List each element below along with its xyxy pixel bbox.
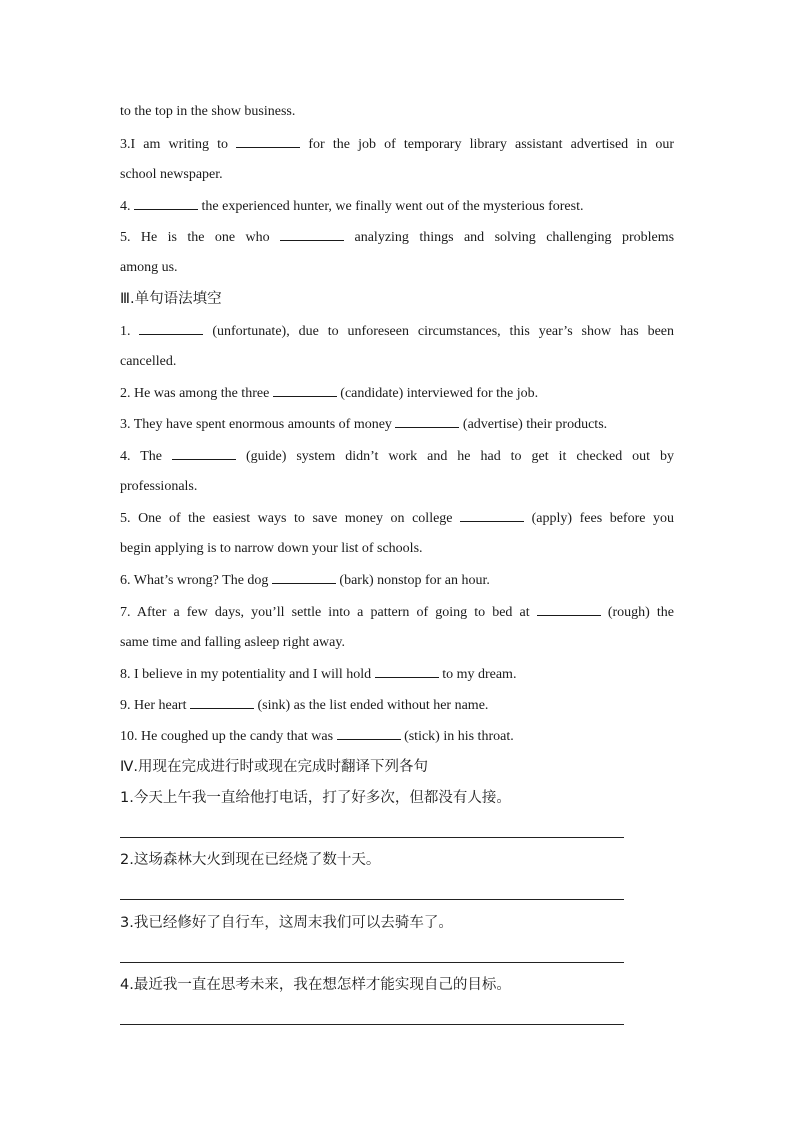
question-iii-5-cont (120, 539, 674, 559)
sentence-text: I believe in my potentiality and I will hold (134, 667, 372, 682)
question-ii-5 (120, 227, 674, 247)
question-number: 7. (120, 605, 131, 620)
question-ii-3 (120, 134, 674, 154)
answer-blank[interactable] (460, 508, 524, 522)
question-iii-4 (120, 446, 674, 466)
sentence-text: Her heart (134, 698, 187, 713)
sentence-text: school newspaper. (120, 167, 223, 182)
answer-blank[interactable] (395, 414, 459, 428)
question-iii-7-cont (120, 633, 674, 653)
sentence-text: (stick) in his throat. (404, 729, 514, 744)
sentence-text: for the job of temporary library assistant advertised in our (308, 137, 675, 152)
question-iii-5 (120, 508, 674, 528)
translation-prompt-3: 3.我已经修好了自行车，这周末我们可以去骑车了。 (120, 915, 453, 931)
section-iii-heading: Ⅲ.单句语法填空 (120, 291, 222, 307)
question-iii-2 (120, 383, 674, 403)
sentence-text: the experienced hunter, we finally went out of the mysterious forest. (201, 199, 584, 214)
sentence-continuation (120, 102, 674, 122)
translation-answer-line-2[interactable] (120, 899, 624, 900)
question-iii-7 (120, 602, 674, 622)
sentence-text: (rough) the (607, 605, 675, 620)
question-number: 8. (120, 667, 131, 682)
section-iv-heading: Ⅳ.用现在完成进行时或现在完成时翻译下列各句 (120, 759, 428, 775)
sentence-text: What’s wrong? The dog (133, 573, 269, 588)
answer-blank[interactable] (139, 321, 203, 335)
translation-answer-line-3[interactable] (120, 962, 624, 963)
question-iii-8 (120, 664, 674, 684)
question-number: 3. (120, 137, 131, 152)
sentence-text: (bark) nonstop for an hour. (339, 573, 490, 588)
question-number: 2. (120, 386, 131, 401)
translation-answer-line-1[interactable] (120, 837, 624, 838)
question-iii-4-cont (120, 477, 674, 497)
question-iii-6 (120, 570, 674, 590)
answer-blank[interactable] (337, 726, 401, 740)
question-iii-10 (120, 726, 674, 746)
question-iii-1-cont (120, 352, 674, 372)
sentence-text: (candidate) interviewed for the job. (340, 386, 539, 401)
sentence-text: among us. (120, 260, 178, 275)
sentence-text: cancelled. (120, 354, 177, 369)
sentence-text: same time and falling asleep right away. (120, 635, 345, 650)
sentence-text: They have spent enormous amounts of money (133, 417, 392, 432)
answer-blank[interactable] (190, 695, 254, 709)
translation-prompt-4: 4.最近我一直在思考未来，我在想怎样才能实现自己的目标。 (120, 977, 511, 993)
question-number: 4. (120, 449, 131, 464)
answer-blank[interactable] (272, 570, 336, 584)
sentence-text: professionals. (120, 479, 198, 494)
sentence-text: He coughed up the candy that was (141, 729, 334, 744)
answer-blank[interactable] (280, 227, 344, 241)
answer-blank[interactable] (273, 383, 337, 397)
question-number: 5. (120, 511, 131, 526)
question-number: 3. (120, 417, 131, 432)
sentence-text: to the top in the show business. (120, 104, 296, 119)
translation-answer-line-4[interactable] (120, 1024, 624, 1025)
question-number: 5. (120, 230, 131, 245)
sentence-text: (guide) system didn’t work and he had to get it checked out by (245, 449, 675, 464)
sentence-text: analyzing things and solving challenging problems (354, 230, 675, 245)
question-iii-3 (120, 414, 674, 434)
sentence-text: After a few days, you’ll settle into a pattern of going to bed at (136, 605, 530, 620)
question-iii-9 (120, 695, 674, 715)
translation-prompt-2: 2.这场森林大火到现在已经烧了数十天。 (120, 852, 381, 868)
question-number: 4. (120, 199, 131, 214)
sentence-text: (sink) as the list ended without her name. (257, 698, 489, 713)
answer-blank[interactable] (134, 196, 198, 210)
sentence-text: He is the one who (140, 230, 270, 245)
question-iii-1 (120, 321, 674, 341)
question-number: 6. (120, 573, 131, 588)
question-ii-5-cont (120, 258, 674, 278)
sentence-text: begin applying is to narrow down your list of schools. (120, 541, 423, 556)
question-number: 10. (120, 729, 138, 744)
sentence-text: to my dream. (442, 667, 517, 682)
sentence-text: The (140, 449, 162, 464)
sentence-text: I am writing to (130, 137, 229, 152)
sentence-text: (unfortunate), due to unforeseen circumstances, this year’s show has been (212, 324, 675, 339)
question-number: 1. (120, 324, 131, 339)
question-ii-3-cont (120, 165, 674, 185)
sentence-text: One of the easiest ways to save money on college (138, 511, 453, 526)
answer-blank[interactable] (375, 664, 439, 678)
sentence-text: (apply) fees before you (531, 511, 675, 526)
question-number: 9. (120, 698, 131, 713)
answer-blank[interactable] (537, 602, 601, 616)
translation-prompt-1: 1.今天上午我一直给他打电话，打了好多次，但都没有人接。 (120, 790, 511, 806)
answer-blank[interactable] (236, 134, 300, 148)
answer-blank[interactable] (172, 446, 236, 460)
question-ii-4 (120, 196, 674, 216)
sentence-text: He was among the three (134, 386, 270, 401)
sentence-text: (advertise) their products. (462, 417, 608, 432)
